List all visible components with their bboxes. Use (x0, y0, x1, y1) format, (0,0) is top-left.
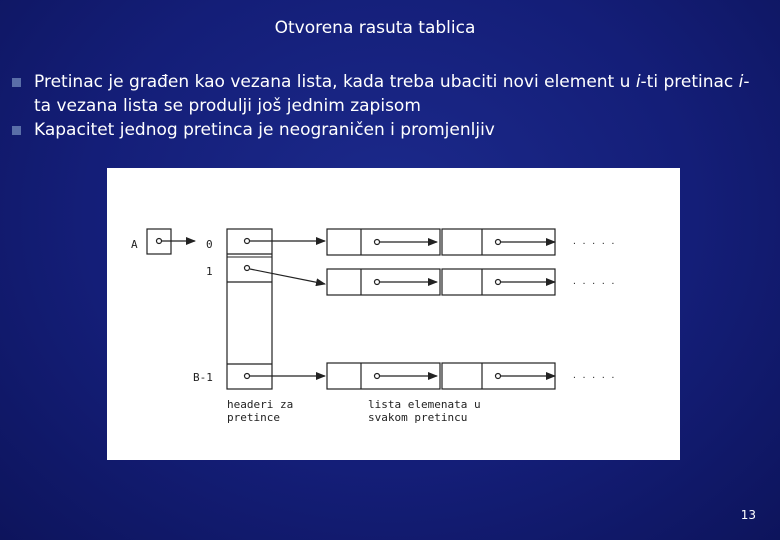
node-pointer-dot (496, 240, 501, 245)
header-pointer-dot (245, 239, 250, 244)
caption-headers-line2: pretince (227, 411, 280, 424)
continuation-dots: . . . . . (572, 277, 616, 286)
node-pointer-dot (496, 374, 501, 379)
page-number: 13 (740, 508, 756, 522)
bullet-square-icon (12, 78, 21, 87)
bullet-square-icon (12, 126, 21, 135)
hash-table-diagram (107, 168, 680, 460)
slide-title: Otvorena rasuta tablica (274, 18, 476, 38)
bullet-list (12, 70, 772, 142)
node-pointer-dot (375, 240, 380, 245)
caption-lists-line2: svakom pretincu (368, 411, 468, 424)
index-label-1: 1 (206, 265, 213, 278)
bullet-text-part: -ti pretinac (640, 72, 739, 92)
bullet-italic-i: i (738, 72, 744, 92)
header-pointer-dot (245, 266, 250, 271)
continuation-dots: . . . . . (572, 237, 616, 246)
bullet-text: Kapacitet jednog pretinca je neograničen i promjenljiv (34, 120, 495, 140)
node-pointer-dot (496, 280, 501, 285)
index-label-b-1: B-1 (193, 371, 213, 384)
bucket-header-array (227, 229, 272, 389)
pointer-dot (157, 239, 162, 244)
caption-headers-line1: headeri za (227, 398, 294, 411)
pointer-label-a: A (131, 238, 138, 251)
bullet-italic-i: i (635, 72, 641, 92)
caption-lists-line1: lista elemenata u (368, 398, 481, 411)
header-pointer-dot (245, 374, 250, 379)
continuation-dots: . . . . . (572, 371, 616, 380)
bullet-text-part: - (743, 72, 750, 92)
bullet-text-part: Pretinac je građen kao vezana lista, kada treba ubaciti novi element u (34, 72, 636, 92)
bullet-text-line2: ta vezana lista se produlji još jednim zapisom (34, 96, 421, 116)
bullet-item (12, 70, 772, 118)
node-pointer-dot (375, 374, 380, 379)
bullet-item (12, 118, 772, 142)
index-label-0: 0 (206, 238, 213, 251)
node-pointer-dot (375, 280, 380, 285)
